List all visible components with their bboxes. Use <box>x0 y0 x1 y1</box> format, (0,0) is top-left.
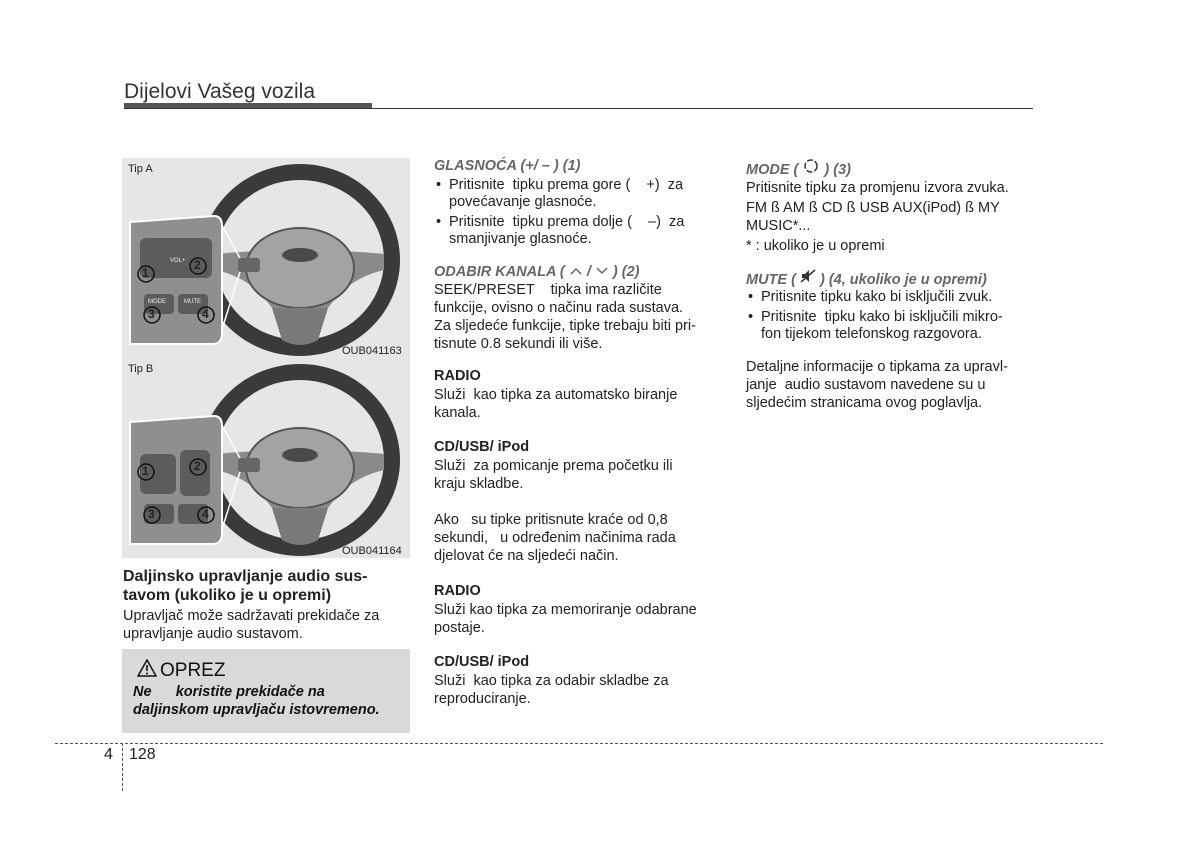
cd-usb-ipod-text: Služi za pomicanje prema početku ili kraju skladbe. <box>434 458 673 492</box>
list-item: • Pritisnite tipku prema gore ( +) za povećavanje glasnoće. <box>434 177 726 211</box>
volume-list <box>434 177 726 248</box>
detail-text: Detaljne informacije o tipkama za upravl- janje audio sustavom navedene su u sljedećim stranicama ovog poglavlja. <box>746 359 1008 411</box>
mode-title: MODE ( ) (3) <box>746 158 1038 178</box>
volume-title: GLASNOĆA (+/ – ) (1) <box>434 158 581 174</box>
column-3 <box>746 158 1038 412</box>
header-rule <box>124 108 1033 109</box>
section-intro: Upravljač može sadržavati prekidače za upravljanje audio sustavom. <box>123 608 380 642</box>
radio-text: Služi kao tipka za automatsko biranje kanala. <box>434 387 678 421</box>
radio-text: Služi kao tipka za memoriranje odabrane postaje. <box>434 602 697 636</box>
radio-label: RADIO <box>434 583 481 599</box>
cd-usb-ipod-label: CD/USB/ iPod <box>434 439 530 455</box>
cd-usb-ipod-label: CD/USB/ iPod <box>434 654 530 670</box>
page-number: 128 <box>129 746 156 763</box>
channel-title: ODABIR KANALA ( / ) (2) <box>434 264 640 280</box>
mode-text: Pritisnite tipku za promjenu izvora zvuka. FM ß AM ß CD ß USB AUX(iPod) ß MY MUSIC*... * : ukoliko je u opremi <box>746 180 1009 254</box>
mute-button-label: MUTE <box>184 299 201 305</box>
section-heading: Daljinsko upravljanje audio sus- tavom (ukoliko je u opremi) <box>123 568 368 604</box>
page-title: Dijelovi Vašeg vozila <box>124 80 316 103</box>
chapter-number: 4 <box>104 746 113 763</box>
mute-icon <box>800 268 816 284</box>
mode-icon <box>802 158 820 174</box>
short-press-text: Ako su tipke pritisnute kraće od 0,8 sekundi, u određenim načinima rada djelovat će na sljedeći način. <box>434 512 676 564</box>
caution-title: OPREZ <box>160 660 226 681</box>
figure-steering-wheel-type-b <box>122 358 410 558</box>
callout-2: 2 <box>194 258 201 272</box>
warning-icon <box>137 659 157 677</box>
steering-wheel-illustration <box>122 358 410 558</box>
steering-wheel-illustration <box>122 158 410 358</box>
callout-4: 4 <box>202 307 209 321</box>
list-item: • Pritisnite tipku kako bi isključili zvuk. <box>746 289 1038 306</box>
channel-text: SEEK/PRESET tipka ima različite funkcije, ovisno o načinu rada sustava. Za sljedeće funkcije, tipke trebaju biti pri- tisnute 0.8 sekundi ili više. <box>434 282 696 352</box>
figure-label: Tip A <box>128 163 153 175</box>
list-item: • Pritisnite tipku prema dolje ( –) za smanjivanje glasnoće. <box>434 214 726 248</box>
footer-rule <box>55 743 1103 744</box>
figure-code: OUB041164 <box>342 545 402 557</box>
chevron-up-icon <box>569 266 583 276</box>
cd-usb-ipod-text: Služi kao tipka za odabir skladbe za reproduciranje. <box>434 673 669 707</box>
footer-divider <box>122 743 123 791</box>
callout-4: 4 <box>202 507 209 521</box>
figure-label: Tip B <box>128 363 154 375</box>
mode-button-label: MODE <box>148 299 166 305</box>
callout-1: 1 <box>142 464 149 478</box>
vol-button-label: VOL+ <box>170 258 186 264</box>
caution-text: Ne koristite prekidače na daljinskom upravljaču istovremeno. <box>133 684 380 718</box>
column-2 <box>434 158 726 708</box>
figure-code: OUB041163 <box>342 345 402 357</box>
callout-3: 3 <box>148 507 155 521</box>
mute-list <box>746 289 1038 343</box>
mute-title: MUTE ( ) (4, ukoliko je u opremi) <box>746 268 1038 288</box>
figure-steering-wheel-type-a <box>122 158 410 358</box>
chevron-down-icon <box>595 266 609 276</box>
callout-2: 2 <box>194 459 201 473</box>
callout-3: 3 <box>148 307 155 321</box>
list-item: • Pritisnite tipku kako bi isključili mikro- fon tijekom telefonskog razgovora. <box>746 309 1038 343</box>
callout-1: 1 <box>142 266 149 280</box>
radio-label: RADIO <box>434 368 481 384</box>
